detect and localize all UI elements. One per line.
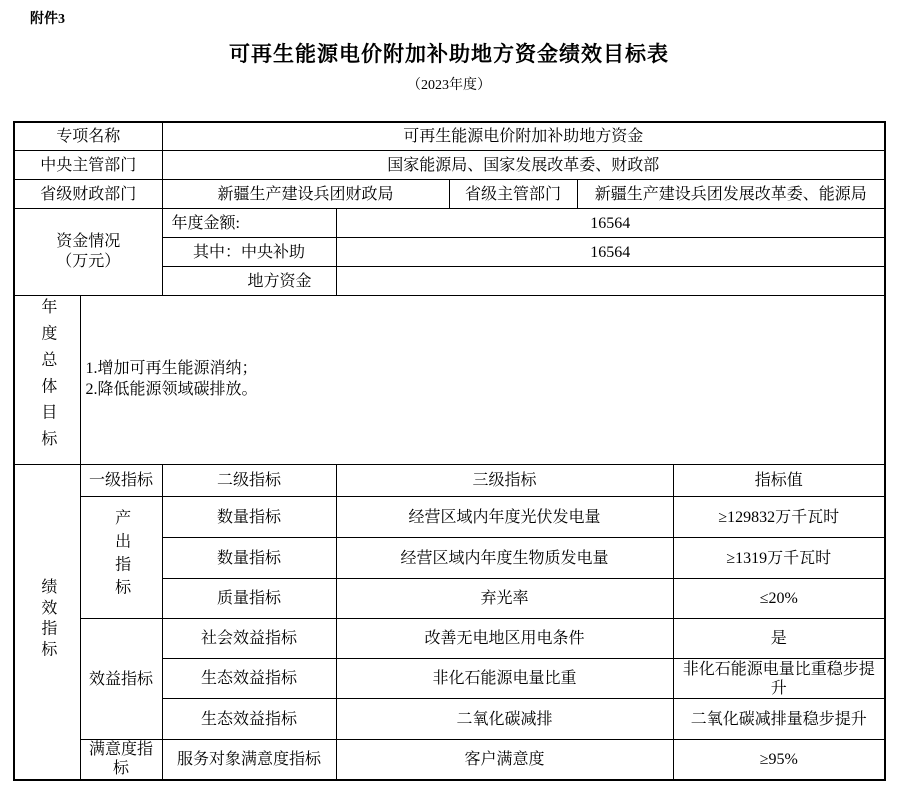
funding-label <box>14 209 162 296</box>
indicator-value-cell: ≥1319万千瓦时 <box>673 538 885 579</box>
funding-local-label: 地方资金 <box>162 267 336 296</box>
level2-cell: 质量指标 <box>162 579 336 619</box>
provincial-dept-label: 省级主管部门 <box>449 180 577 209</box>
header-level1: 一级指标 <box>80 465 162 497</box>
level3-cell: 弃光率 <box>336 579 673 619</box>
level2-cell: 生态效益指标 <box>162 699 336 740</box>
annual-goal-line-1: 1.增加可再生能源消纳； <box>85 360 258 378</box>
annual-goal-content <box>80 296 885 465</box>
indicator-value-cell: 是 <box>673 619 885 659</box>
project-name-label: 专项名称 <box>14 122 162 151</box>
level2-cell: 生态效益指标 <box>162 659 336 699</box>
perf-header-row <box>14 465 885 497</box>
project-name-value: 可再生能源电价附加补助地方资金 <box>162 122 885 151</box>
funding-central-value: 16564 <box>336 238 885 267</box>
level1-group-output <box>80 497 162 619</box>
annual-goal-row <box>14 296 885 465</box>
performance-target-table <box>13 121 886 781</box>
funding-annual-label: 年度金额: <box>162 209 336 238</box>
level2-cell: 数量指标 <box>162 538 336 579</box>
provincial-dept-value: 新疆生产建设兵团发展改革委、能源局 <box>577 180 885 209</box>
performance-section-label <box>14 465 80 780</box>
funding-label-line1: 资金情况 <box>56 233 121 251</box>
provincial-finance-label: 省级财政部门 <box>14 180 162 209</box>
project-name-row <box>14 122 885 151</box>
central-dept-value: 国家能源局、国家发展改革委、财政部 <box>162 151 885 180</box>
attachment-label: 附件3 <box>30 12 65 27</box>
indicator-value-cell: ≥129832万千瓦时 <box>673 497 885 538</box>
level1-group-benefit: 效益指标 <box>80 619 162 740</box>
level3-cell: 客户满意度 <box>336 740 673 780</box>
level2-cell: 服务对象满意度指标 <box>162 740 336 780</box>
page-title: 可再生能源电价附加补助地方资金绩效目标表 <box>229 41 669 66</box>
level2-cell: 数量指标 <box>162 497 336 538</box>
level3-cell: 经营区域内年度生物质发电量 <box>336 538 673 579</box>
funding-annual-value: 16564 <box>336 209 885 238</box>
level1-group-satisfaction: 满意度指标 <box>80 740 162 780</box>
indicator-value-cell: 非化石能源电量比重稳步提升 <box>673 659 885 699</box>
central-dept-label: 中央主管部门 <box>14 151 162 180</box>
funding-label-line2: （万元） <box>56 253 121 271</box>
annual-goal-line-2: 2.降低能源领域碳排放。 <box>85 381 258 399</box>
perf-row <box>14 740 885 780</box>
level3-cell: 非化石能源电量比重 <box>336 659 673 699</box>
provincial-dept-row <box>14 180 885 209</box>
level3-cell: 二氧化碳减排 <box>336 699 673 740</box>
level2-cell: 社会效益指标 <box>162 619 336 659</box>
funding-central-label: 其中：中央补助 <box>162 238 336 267</box>
indicator-value-cell: ≥95% <box>673 740 885 780</box>
performance-section-label-text: 绩效指标 <box>38 577 56 661</box>
annual-goal-label-text: 年度总体目标 <box>38 298 56 457</box>
level1-group-output-text: 产出指标 <box>112 508 130 602</box>
page-subtitle: （2023年度） <box>407 77 491 93</box>
header-level2: 二级指标 <box>162 465 336 497</box>
funding-local-value <box>336 267 885 296</box>
indicator-value-cell: ≤20% <box>673 579 885 619</box>
level3-cell: 改善无电地区用电条件 <box>336 619 673 659</box>
header-level3: 三级指标 <box>336 465 673 497</box>
indicator-value-cell: 二氧化碳减排量稳步提升 <box>673 699 885 740</box>
perf-row <box>14 619 885 659</box>
annual-goal-label <box>14 296 80 465</box>
provincial-finance-value: 新疆生产建设兵团财政局 <box>162 180 449 209</box>
funding-annual-row <box>14 209 885 238</box>
perf-row <box>14 497 885 538</box>
header-indicator-value: 指标值 <box>673 465 885 497</box>
level3-cell: 经营区域内年度光伏发电量 <box>336 497 673 538</box>
central-dept-row <box>14 151 885 180</box>
